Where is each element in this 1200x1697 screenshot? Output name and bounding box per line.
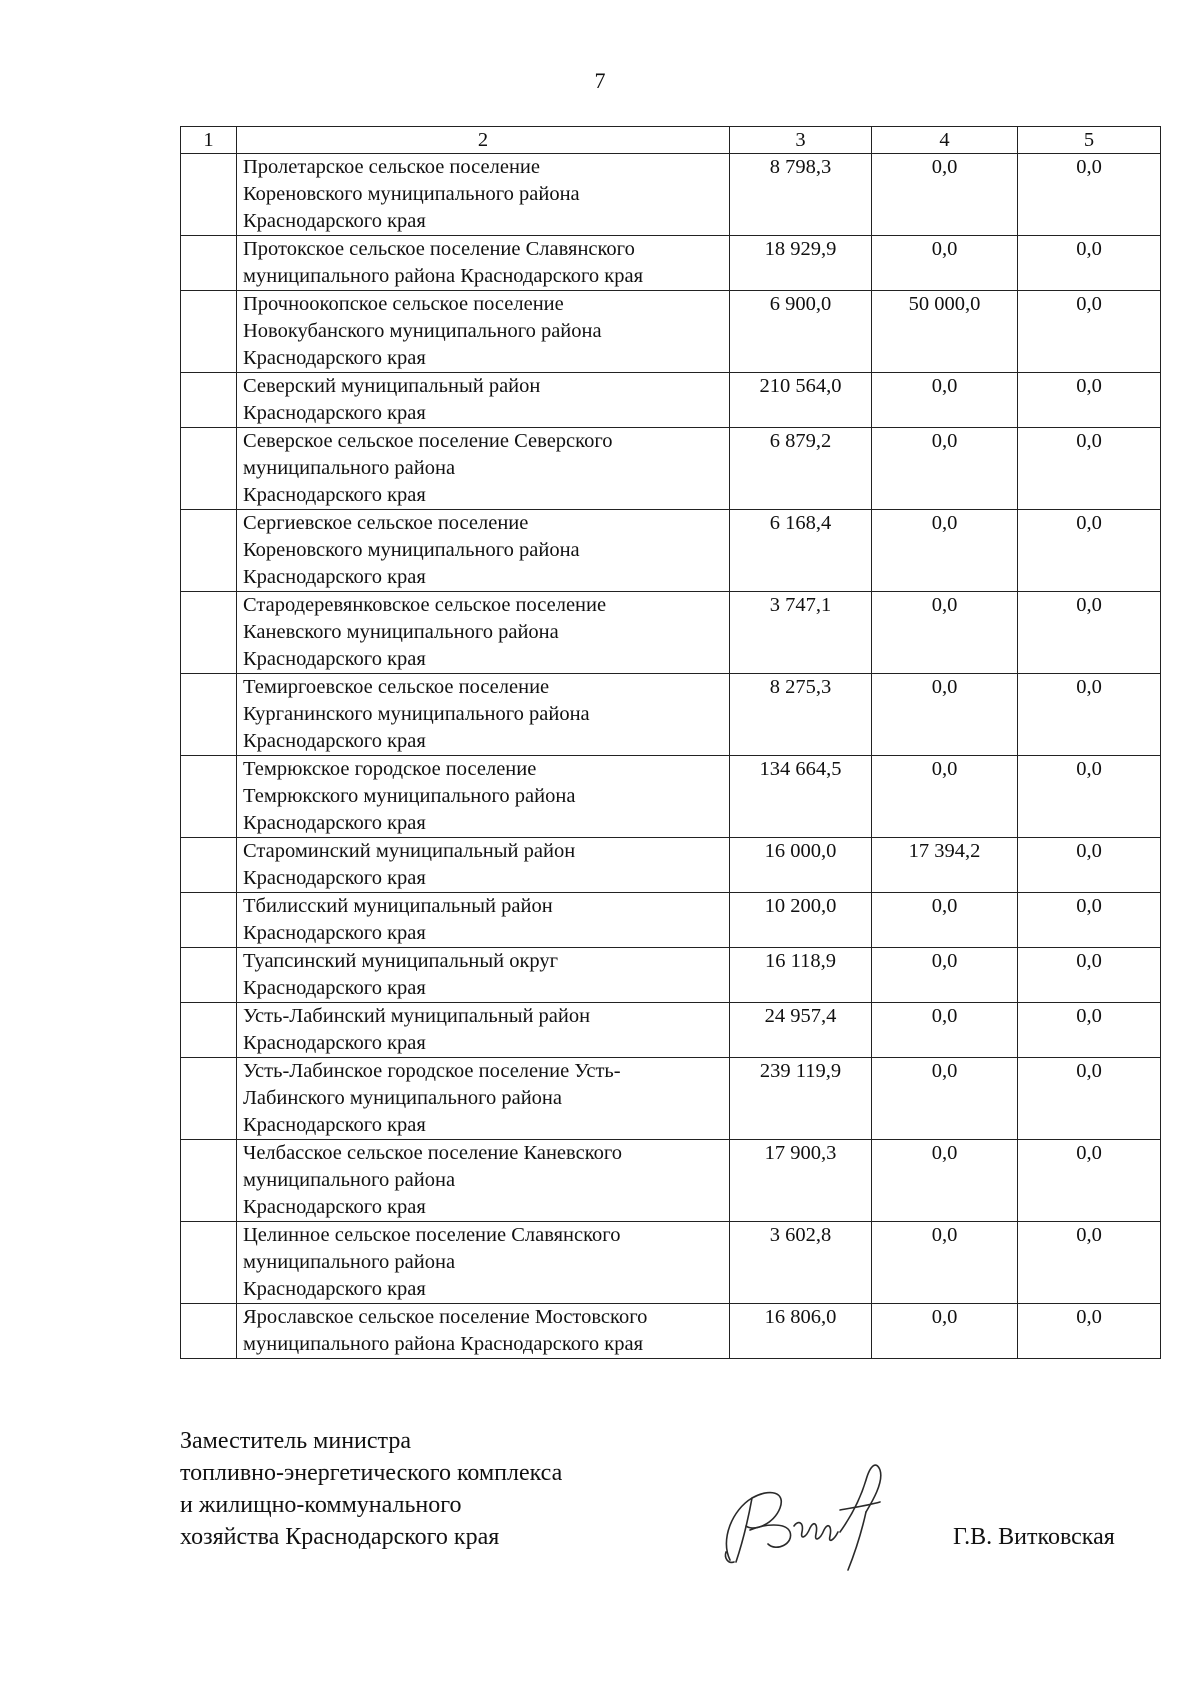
name-line: Краснодарского края [243, 347, 426, 369]
municipality-name-cell [237, 838, 730, 893]
column-header: 4 [872, 127, 1018, 154]
amount-cell-c5: 0,0 [1018, 373, 1161, 428]
name-line: Челбасское сельское поселение Каневского [243, 1142, 623, 1164]
amount-cell-c4: 0,0 [872, 154, 1018, 236]
table-row [181, 510, 1161, 592]
amount-cell-c5: 0,0 [1018, 674, 1161, 756]
name-line: муниципального района [243, 457, 456, 479]
position-line: хозяйства Краснодарского края [180, 1524, 500, 1550]
amount-cell-c5: 0,0 [1018, 592, 1161, 674]
name-line: Каневского муниципального района [243, 621, 559, 643]
table-row [181, 674, 1161, 756]
amount-cell-c4: 0,0 [872, 510, 1018, 592]
municipality-name-cell [237, 1140, 730, 1222]
amount-cell-c3: 17 900,3 [730, 1140, 872, 1222]
position-line: Заместитель министра [180, 1428, 411, 1454]
name-line: Краснодарского края [243, 867, 426, 889]
amount-cell-c4: 17 394,2 [872, 838, 1018, 893]
name-line: муниципального района [243, 1169, 456, 1191]
table-row [181, 373, 1161, 428]
amount-cell-c4: 0,0 [872, 948, 1018, 1003]
municipality-name-cell [237, 1222, 730, 1304]
municipality-name-cell [237, 373, 730, 428]
amount-cell-c4: 0,0 [872, 674, 1018, 756]
amount-cell-c4: 0,0 [872, 428, 1018, 510]
name-line: Прочноокопское сельское поселение [243, 293, 564, 315]
row-number-cell [181, 373, 237, 428]
amount-cell-c4: 0,0 [872, 893, 1018, 948]
municipality-name-cell [237, 428, 730, 510]
amount-cell-c3: 3 747,1 [730, 592, 872, 674]
amount-cell-c4: 50 000,0 [872, 291, 1018, 373]
row-number-cell [181, 1140, 237, 1222]
table-row [181, 1304, 1161, 1359]
amount-cell-c3: 18 929,9 [730, 236, 872, 291]
amount-cell-c4: 0,0 [872, 1222, 1018, 1304]
name-line: Сергиевское сельское поселение [243, 512, 529, 534]
name-line: Краснодарского края [243, 812, 426, 834]
page-number: 7 [594, 68, 606, 93]
name-line: Кореновского муниципального района [243, 539, 580, 561]
amount-cell-c5: 0,0 [1018, 510, 1161, 592]
table-body [181, 154, 1161, 1359]
amount-cell-c4: 0,0 [872, 592, 1018, 674]
table-row [181, 428, 1161, 510]
row-number-cell [181, 236, 237, 291]
name-line: Туапсинский муниципальный округ [243, 950, 559, 972]
name-line: Староминский муниципальный район [243, 840, 576, 862]
name-line: Северский муниципальный район [243, 375, 541, 397]
table-row [181, 592, 1161, 674]
amount-cell-c3: 6 168,4 [730, 510, 872, 592]
name-line: Целинное сельское поселение Славянского [243, 1224, 621, 1246]
amount-cell-c3: 16 806,0 [730, 1304, 872, 1359]
amount-cell-c5: 0,0 [1018, 1304, 1161, 1359]
table-row [181, 1058, 1161, 1140]
table-row [181, 893, 1161, 948]
column-header: 5 [1018, 127, 1161, 154]
name-line: Темрюкского муниципального района [243, 785, 576, 807]
name-line: Краснодарского края [243, 402, 426, 424]
amount-cell-c3: 3 602,8 [730, 1222, 872, 1304]
row-number-cell [181, 154, 237, 236]
name-line: Краснодарского края [243, 484, 426, 506]
amount-cell-c3: 134 664,5 [730, 756, 872, 838]
amount-cell-c3: 210 564,0 [730, 373, 872, 428]
name-line: Ярославское сельское поселение Мостовского [243, 1306, 648, 1328]
amount-cell-c5: 0,0 [1018, 1003, 1161, 1058]
municipality-name-cell [237, 236, 730, 291]
table-row [181, 948, 1161, 1003]
row-number-cell [181, 1304, 237, 1359]
row-number-cell [181, 1003, 237, 1058]
row-number-cell [181, 756, 237, 838]
amount-cell-c3: 16 118,9 [730, 948, 872, 1003]
name-line: Лабинского муниципального района [243, 1087, 562, 1109]
name-line: Краснодарского края [243, 1114, 426, 1136]
municipality-name-cell [237, 1058, 730, 1140]
name-line: Темрюкское городское поселение [243, 758, 537, 780]
table-row [181, 291, 1161, 373]
amount-cell-c3: 10 200,0 [730, 893, 872, 948]
row-number-cell [181, 893, 237, 948]
row-number-cell [181, 674, 237, 756]
name-line: Краснодарского края [243, 1032, 426, 1054]
municipality-name-cell [237, 674, 730, 756]
handwritten-signature [690, 1440, 930, 1580]
signatory-position [180, 1425, 562, 1553]
amount-cell-c4: 0,0 [872, 1058, 1018, 1140]
amount-cell-c4: 0,0 [872, 236, 1018, 291]
table-row [181, 1222, 1161, 1304]
position-line: и жилищно-коммунального [180, 1492, 462, 1518]
row-number-cell [181, 428, 237, 510]
amount-cell-c3: 8 798,3 [730, 154, 872, 236]
column-header: 3 [730, 127, 872, 154]
column-header: 1 [181, 127, 237, 154]
name-line: муниципального района Краснодарского края [243, 1333, 644, 1355]
table-row [181, 838, 1161, 893]
amount-cell-c4: 0,0 [872, 373, 1018, 428]
name-line: Краснодарского края [243, 1196, 426, 1218]
municipality-name-cell [237, 592, 730, 674]
amount-cell-c4: 0,0 [872, 1003, 1018, 1058]
name-line: Протокское сельское поселение Славянского [243, 238, 635, 260]
table-row [181, 756, 1161, 838]
name-line: Краснодарского края [243, 730, 426, 752]
row-number-cell [181, 1058, 237, 1140]
amount-cell-c3: 16 000,0 [730, 838, 872, 893]
row-number-cell [181, 1222, 237, 1304]
table-row [181, 236, 1161, 291]
amount-cell-c5: 0,0 [1018, 291, 1161, 373]
amount-cell-c3: 24 957,4 [730, 1003, 872, 1058]
row-number-cell [181, 592, 237, 674]
name-line: Краснодарского края [243, 1278, 426, 1300]
name-line: Краснодарского края [243, 922, 426, 944]
row-number-cell [181, 291, 237, 373]
row-number-cell [181, 510, 237, 592]
table-row [181, 1140, 1161, 1222]
amount-cell-c5: 0,0 [1018, 154, 1161, 236]
municipality-name-cell [237, 756, 730, 838]
amount-cell-c5: 0,0 [1018, 893, 1161, 948]
row-number-cell [181, 838, 237, 893]
amount-cell-c3: 6 900,0 [730, 291, 872, 373]
name-line: муниципального района Краснодарского края [243, 265, 644, 287]
municipality-name-cell [237, 1003, 730, 1058]
amount-cell-c4: 0,0 [872, 756, 1018, 838]
table-header-row [181, 127, 1161, 154]
amount-cell-c4: 0,0 [872, 1140, 1018, 1222]
name-line: Краснодарского края [243, 648, 426, 670]
row-number-cell [181, 948, 237, 1003]
name-line: Стародеревянковское сельское поселение [243, 594, 607, 616]
name-line: Краснодарского края [243, 566, 426, 588]
amount-cell-c5: 0,0 [1018, 236, 1161, 291]
allocation-table [180, 126, 1161, 1359]
amount-cell-c5: 0,0 [1018, 428, 1161, 510]
amount-cell-c3: 6 879,2 [730, 428, 872, 510]
name-line: муниципального района [243, 1251, 456, 1273]
name-line: Усть-Лабинское городское поселение Усть- [243, 1060, 621, 1082]
column-header: 2 [237, 127, 730, 154]
amount-cell-c5: 0,0 [1018, 948, 1161, 1003]
name-line: Темиргоевское сельское поселение [243, 676, 550, 698]
name-line: Краснодарского края [243, 977, 426, 999]
amount-cell-c5: 0,0 [1018, 1058, 1161, 1140]
position-line: топливно-энергетического комплекса [180, 1460, 563, 1486]
signer-name: Г.В. Витковская [953, 1524, 1115, 1550]
amount-cell-c3: 239 119,9 [730, 1058, 872, 1140]
amount-cell-c5: 0,0 [1018, 1140, 1161, 1222]
table-row [181, 154, 1161, 236]
municipality-name-cell [237, 154, 730, 236]
municipality-name-cell [237, 893, 730, 948]
amount-cell-c3: 8 275,3 [730, 674, 872, 756]
name-line: Северское сельское поселение Северского [243, 430, 613, 452]
amount-cell-c5: 0,0 [1018, 1222, 1161, 1304]
name-line: Новокубанского муниципального района [243, 320, 602, 342]
name-line: Краснодарского края [243, 210, 426, 232]
municipality-name-cell [237, 948, 730, 1003]
name-line: Пролетарское сельское поселение [243, 156, 540, 178]
amount-cell-c5: 0,0 [1018, 756, 1161, 838]
municipality-name-cell [237, 291, 730, 373]
name-line: Усть-Лабинский муниципальный район [243, 1005, 591, 1027]
name-line: Тбилисский муниципальный район [243, 895, 553, 917]
name-line: Курганинского муниципального района [243, 703, 590, 725]
municipality-name-cell [237, 510, 730, 592]
municipality-name-cell [237, 1304, 730, 1359]
amount-cell-c4: 0,0 [872, 1304, 1018, 1359]
table-row [181, 1003, 1161, 1058]
name-line: Кореновского муниципального района [243, 183, 580, 205]
amount-cell-c5: 0,0 [1018, 838, 1161, 893]
